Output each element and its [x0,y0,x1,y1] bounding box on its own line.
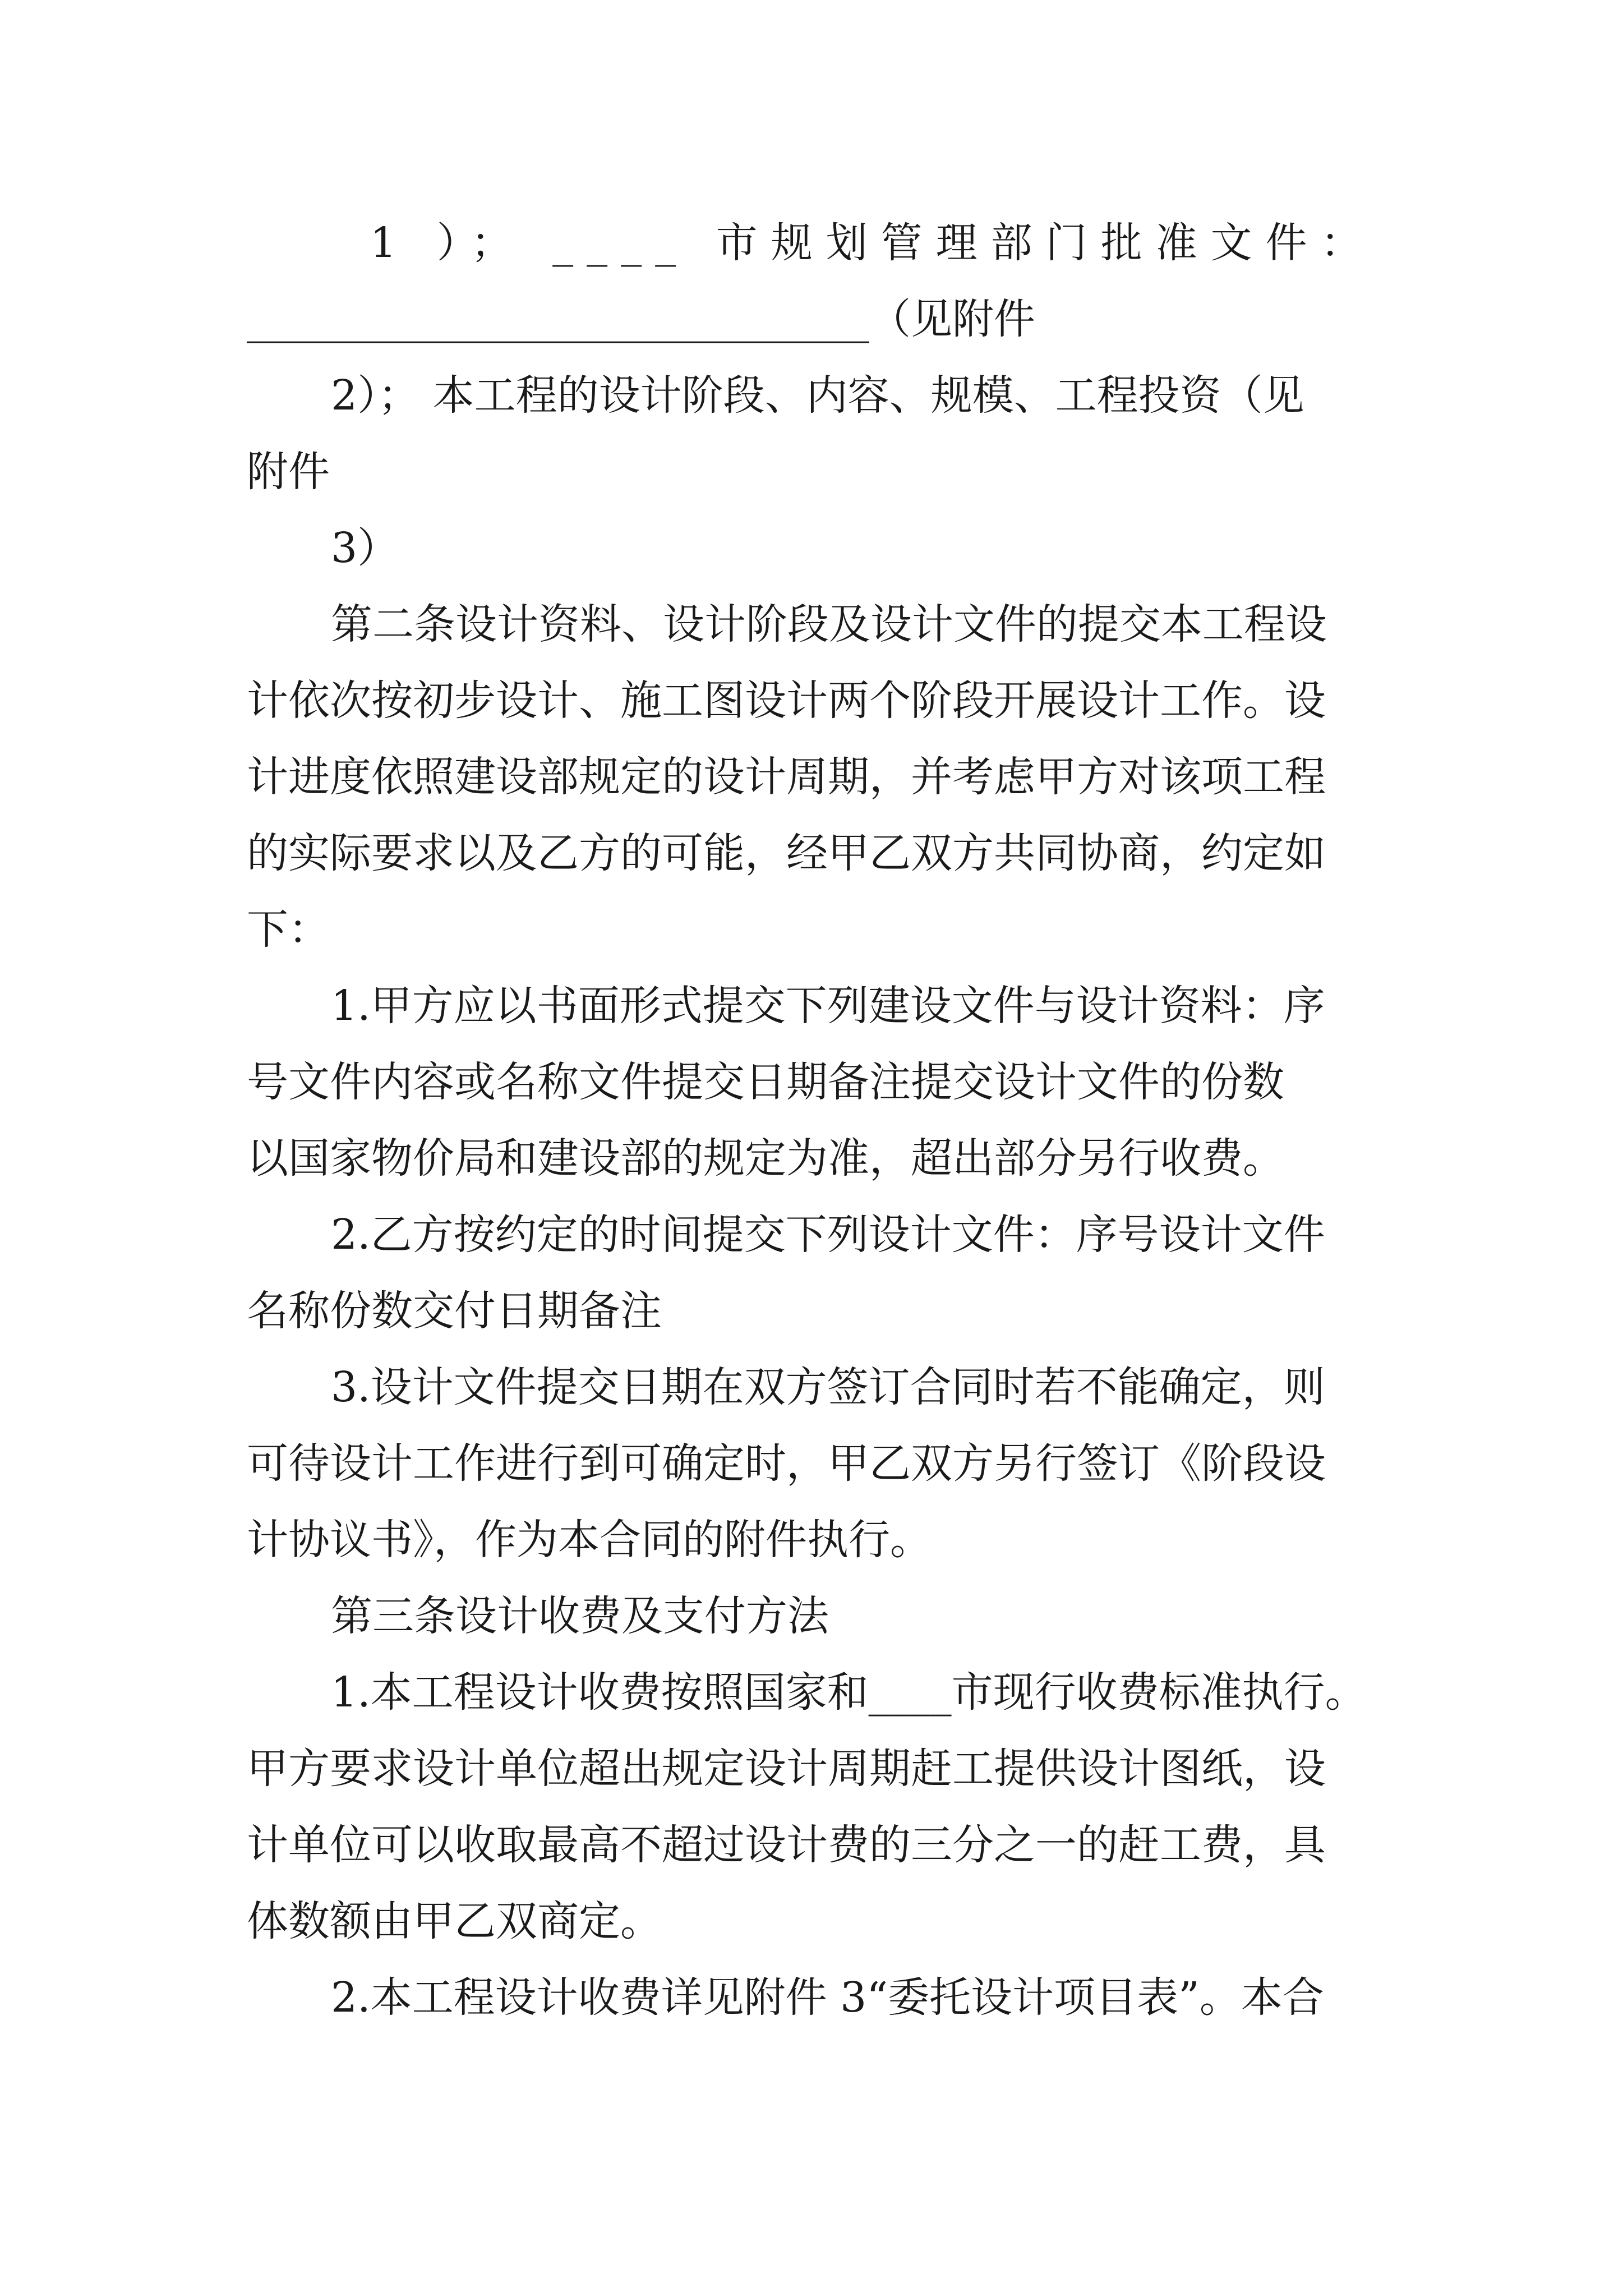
line-12-text: 号文件内容或名称文件提交日期备注提交设计文件的份数 [247,1058,1284,1106]
line-10-text: 下： [247,905,330,954]
text-line-19 [331,1592,829,1640]
text-line-1 [247,219,1391,267]
text-line-11 [331,982,1325,1030]
line-14-text: 2.乙方按约定的时间提交下列设计文件：序号设计文件 [331,1211,1325,1259]
line-15-text: 名称份数交付日期备注 [247,1287,662,1335]
text-line-2 [247,295,1035,343]
text-line-10 [247,905,330,954]
text-line-22 [247,1821,1326,1869]
line-17-text: 可待设计工作进行到可确定时，甲乙双方另行签订《阶段设 [247,1439,1326,1488]
line-1-text: 1 ）； ____ 市规划管理部门批准文件： [370,219,1376,267]
line-23-text: 体数额由甲乙双商定。 [247,1897,662,1945]
text-line-16 [331,1363,1325,1411]
line-18-text: 计协议书》，作为本合同的附件执行。 [247,1516,932,1564]
text-line-4 [247,448,330,496]
text-line-24 [331,1973,1324,2022]
text-line-14 [331,1211,1325,1259]
text-line-21 [247,1745,1326,1793]
text-line-5 [331,524,399,572]
text-line-23 [247,1897,662,1945]
line-11-text: 1.甲方应以书面形式提交下列建设文件与设计资料：序 [331,982,1325,1030]
line-24-text: 2.本工程设计收费详见附件 3“委托设计项目表”。本合 [331,1973,1324,2022]
line-5-text: 3） [331,524,399,572]
line-6-text: 第二条设计资料、设计阶段及设计文件的提交本工程设 [331,600,1327,648]
line-7-text: 计依次按初步设计、施工图设计两个阶段开展设计工作。设 [247,677,1326,725]
line-19-text: 第三条设计收费及支付方法 [331,1592,829,1640]
text-line-12 [247,1058,1284,1106]
text-line-8 [247,753,1326,801]
text-line-15 [247,1287,662,1335]
text-line-3 [331,371,1304,420]
text-line-9 [247,829,1326,877]
line-21-text: 甲方要求设计单位超出规定设计周期赶工提供设计图纸，设 [247,1745,1326,1793]
text-line-7 [247,677,1326,725]
text-line-6 [331,600,1327,648]
line-16-text: 3.设计文件提交日期在双方签订合同时若不能确定，则 [331,1363,1325,1411]
line-8-text: 计进度依照建设部规定的设计周期，并考虑甲方对该项工程 [247,753,1326,801]
line-22-text: 计单位可以收取最高不超过设计费的三分之一的赶工费，具 [247,1821,1326,1869]
line-9-text: 的实际要求以及乙方的可能，经甲乙双方共同协商，约定如 [247,829,1326,877]
text-line-18 [247,1516,932,1564]
line-13-text: 以国家物价局和建设部的规定为准，超出部分另行收费。 [247,1134,1284,1182]
text-line-17 [247,1439,1326,1488]
line-3-text: 2）； 本工程的设计阶段、内容、规模、工程投资（见 [331,371,1304,420]
text-line-13 [247,1134,1284,1182]
line-4-text: 附件 [247,448,330,496]
text-line-20 [331,1668,1367,1717]
line-20-text: 1.本工程设计收费按照国家和____市现行收费标准执行。 [331,1668,1367,1717]
line-2-text: ______________________________（见附件 [247,295,1035,343]
